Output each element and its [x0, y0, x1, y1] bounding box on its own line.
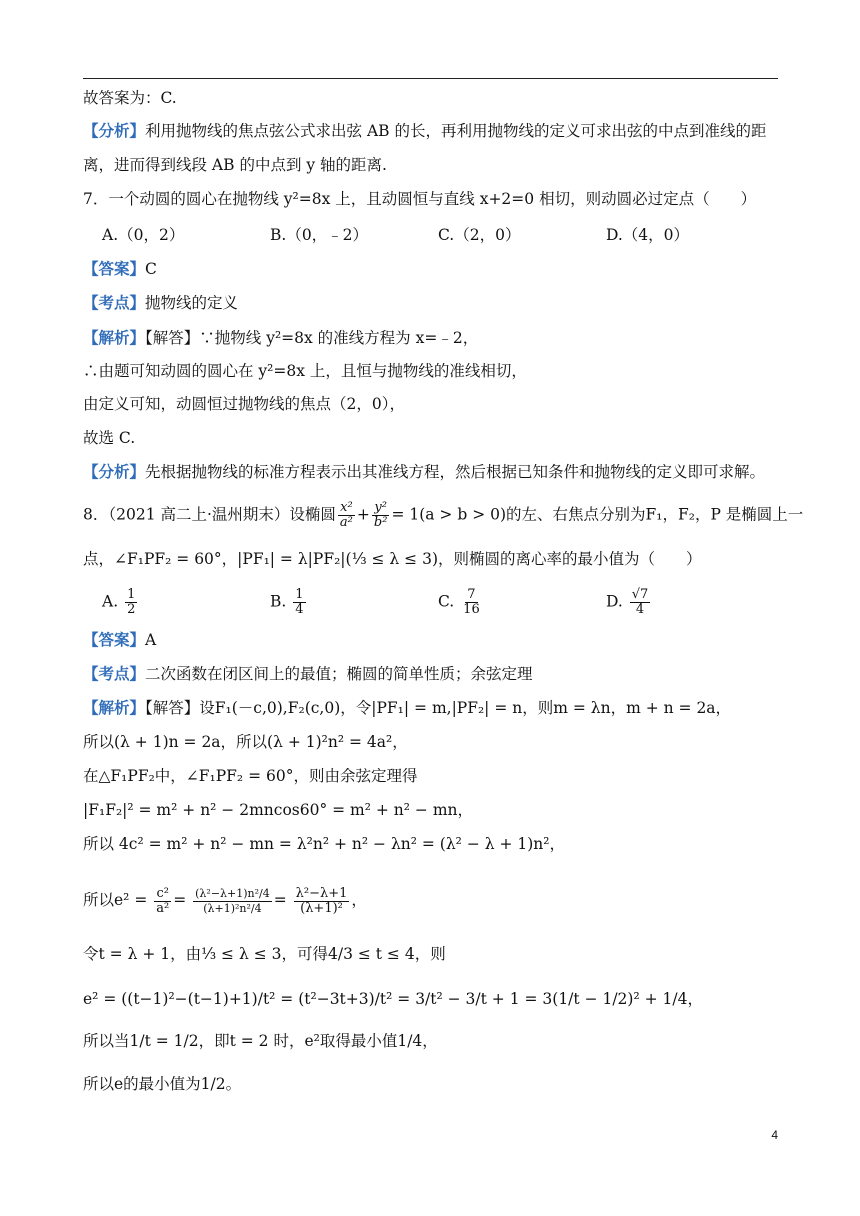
answer-tag: 【答案】	[83, 630, 146, 649]
option-a: A.（0，2）	[102, 226, 185, 244]
fraction: $\frac{\text{c²}}{\text{a²}}$	[156, 885, 170, 916]
text-line: 所以当1/t = 1/2，即t = 2 时，e²取得最小值1/4，	[83, 1032, 438, 1050]
text-line: 故答案为：C.	[83, 89, 177, 107]
knowledge-tag: 【考点】	[83, 293, 146, 312]
knowledge-text: 抛物线的定义	[145, 294, 239, 312]
knowledge-line	[83, 663, 533, 685]
analysis-line	[83, 120, 766, 142]
solution-line	[83, 327, 478, 349]
solution-text: 【解答】设F₁(－c,0),F₂(c,0)，令|PF₁| = m,|PF₂| = n，则m = λn，m + n = 2a，	[145, 699, 732, 717]
fraction: $\frac{\text{x²}}{\text{a²}}$	[339, 500, 353, 530]
solution-line	[83, 697, 731, 719]
eccentricity-line: 所以e² = $\frac{\text{c²}}{\text{a²}}$ = $\frac{\text{(λ²−λ+1)n²/4}}{\text{(λ+1)²n²/4}}$ = $\frac{\text{λ²−λ+1}}{\text{(λ+1)²}}$ ，	[83, 885, 367, 916]
fraction: $\frac{\text{λ²−λ+1}}{\text{(λ+1)²}}$	[295, 885, 348, 916]
fraction: $\frac{\text{(λ²−λ+1)n²/4}}{\text{(λ+1)²n²/4}}$	[195, 886, 270, 915]
page-number: 4	[771, 1128, 778, 1142]
analysis-text: 利用抛物线的焦点弦公式求出弦 AB 的长，再利用抛物线的定义可求出弦的中点到准线的距	[145, 122, 767, 140]
question-8-text: 8．（2021 高二上·温州期末）设椭圆	[83, 505, 336, 524]
text-line: 在△F₁PF₂中，∠F₁PF₂ = 60°，则由余弦定理得	[83, 767, 418, 785]
solution-text: 【解答】∵抛物线 y²=8x 的准线方程为 x=﹣2，	[145, 329, 479, 347]
analysis-tag: 【分析】	[83, 121, 146, 140]
fraction: $\frac{1}{4}$	[295, 587, 304, 617]
answer-tag: 【答案】	[83, 259, 146, 278]
answer-line	[83, 629, 156, 651]
solution-tag: 【解析】	[83, 698, 146, 717]
option-d: D.（4，0）	[606, 226, 690, 244]
solution-tag: 【解析】	[83, 328, 146, 347]
text-line: 所以(λ + 1)n = 2a，所以(λ + 1)²n² = 4a²，	[83, 733, 408, 751]
knowledge-tag: 【考点】	[83, 664, 146, 683]
option-d: D. $\frac{√7}{4}$	[606, 587, 649, 617]
analysis-text: 先根据抛物线的标准方程表示出其准线方程，然后根据已知条件和抛物线的定义即可求解。	[145, 463, 766, 481]
fraction: $\frac{7}{16}$	[463, 587, 480, 617]
text-line: |F₁F₂|² = m² + n² − 2mncos60° = m² + n² − mn，	[83, 801, 474, 819]
question-7: 7．一个动圆的圆心在抛物线 y²=8x 上，且动圆恒与直线 x+2=0 相切，则动圆必过定点（ ）	[83, 190, 757, 208]
option-b: B.（0，﹣2）	[270, 226, 369, 244]
answer-value: A	[145, 631, 157, 649]
option-c: C.（2，0）	[438, 226, 521, 244]
knowledge-line	[83, 292, 238, 314]
answer-value: C	[145, 260, 157, 278]
analysis-line	[83, 461, 765, 483]
text-line: 由定义可知，动圆恒过抛物线的焦点（2，0），	[83, 395, 405, 413]
text-line: 所以 4c² = m² + n² − mn = λ²n² + n² − λn² = (λ² − λ + 1)n²，	[83, 835, 566, 853]
knowledge-text: 二次函数在闭区间上的最值；椭圆的简单性质；余弦定理	[145, 665, 533, 683]
question-8-line2: 点，∠F₁PF₂ = 60°，|PF₁| = λ|PF₂|(⅓ ≤ λ ≤ 3)，则椭圆的离心率的最小值为（ ）	[83, 550, 702, 568]
fraction: $\frac{√7}{4}$	[631, 587, 649, 617]
option-a: A. $\frac{1}{2}$	[102, 587, 136, 617]
question-8: 8．（2021 高二上·温州期末）设椭圆 $\frac{\text{x²}}{\text{a²}}$ + $\frac{\text{y²}}{\text{b²}}$ = 1(a > b > 0)的左、右焦点分别为F₁，F₂，P 是椭圆上一	[83, 500, 804, 530]
option-b: B. $\frac{1}{4}$	[270, 587, 304, 617]
fraction: $\frac{1}{2}$	[127, 587, 136, 617]
option-c: C. $\frac{7}{16}$	[438, 587, 480, 617]
answer-line	[83, 258, 157, 280]
analysis-tag: 【分析】	[83, 462, 146, 481]
header-rule	[83, 78, 778, 79]
fraction: $\frac{\text{y²}}{\text{b²}}$	[373, 500, 388, 530]
text-line: 故选 C.	[83, 429, 136, 447]
text-line: ∴由题可知动圆的圆心在 y²=8x 上，且恒与抛物线的准线相切，	[83, 362, 527, 380]
text-line: 离，进而得到线段 AB 的中点到 y 轴的距离.	[83, 156, 387, 174]
question-8-text: = 1(a > b > 0)的左、右焦点分别为F₁，F₂，P 是椭圆上一	[391, 505, 804, 524]
text-line: e² = ((t−1)²−(t−1)+1)/t² = (t²−3t+3)/t² = 3/t² − 3/t + 1 = 3(1/t − 1/2)² + 1/4，	[83, 990, 703, 1008]
text-line: 令t = λ + 1，由⅓ ≤ λ ≤ 3，可得4/3 ≤ t ≤ 4，则	[83, 945, 446, 963]
text-line: 所以e的最小值为1/2。	[83, 1075, 242, 1093]
